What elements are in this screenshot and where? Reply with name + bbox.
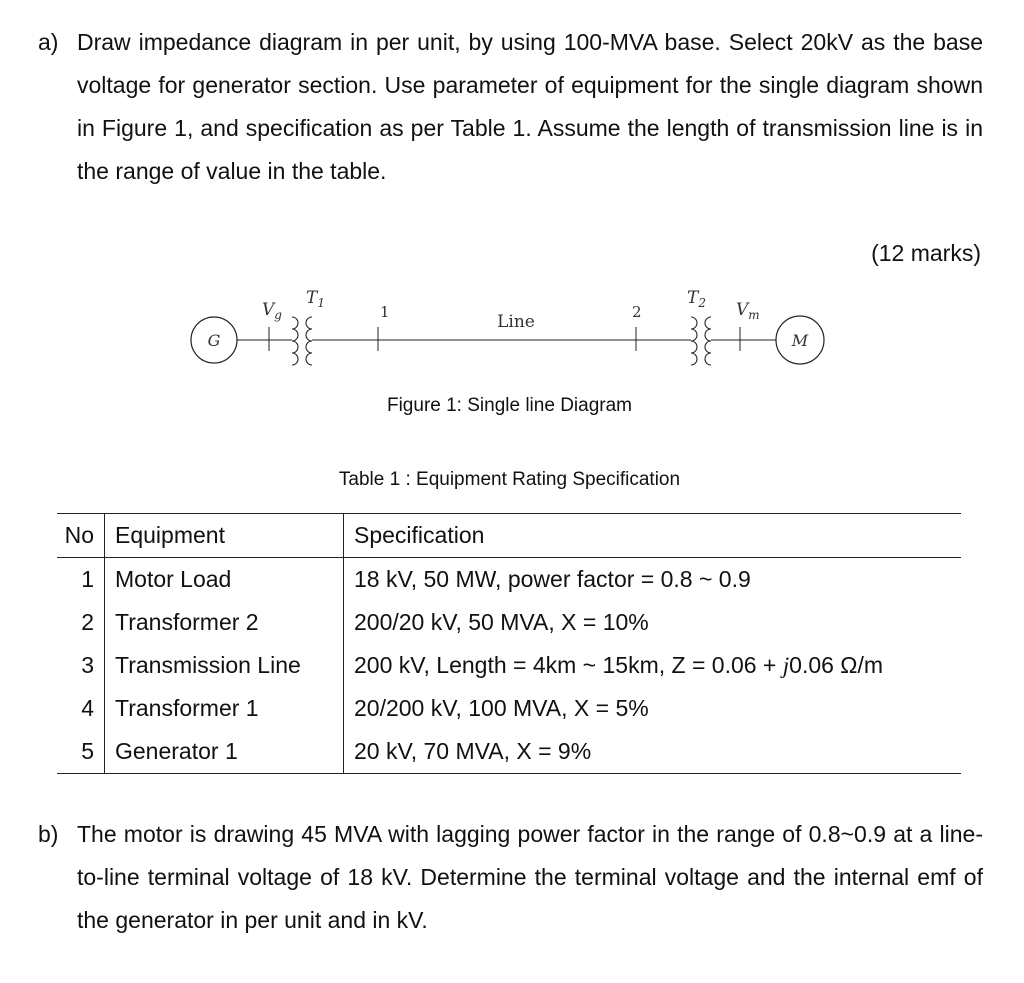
t2-primary-coil [691, 317, 697, 365]
cell-equipment: Generator 1 [105, 730, 344, 774]
cell-specification: 20/200 kV, 100 MVA, X = 5% [354, 695, 649, 721]
table-row [57, 687, 961, 730]
question-b-text: The motor is drawing 45 MVA with lagging power factor in the range of 0.8~0.9 at a line-to-line terminal voltage of 18 kV. Determine the terminal voltage and the internal emf of the generator in per unit and in kV. [77, 821, 983, 933]
cell-equipment: Transformer 1 [105, 687, 344, 730]
cell-specification [344, 644, 962, 687]
cell-no: 2 [57, 601, 105, 644]
figure-caption: Figure 1: Single line Diagram [386, 395, 632, 416]
table-row [57, 558, 961, 602]
single-line-diagram [180, 275, 840, 385]
table-row [57, 730, 961, 774]
generator-label: G [207, 331, 221, 350]
vg-label: $V_g$ [262, 300, 282, 322]
question-b-label: b) [38, 821, 59, 847]
cell-equipment: Transformer 2 [105, 601, 344, 644]
table-caption: Table 1 : Equipment Rating Specification [338, 469, 681, 490]
header-no: No [57, 514, 105, 558]
cell-equipment: Motor Load [105, 558, 344, 602]
question-a-text: Draw impedance diagram in per unit, by using 100-MVA base. Select 20kV as the base voltage for generator section. Use parameter of equipment for the single diagram shown in Figure 1, and specification as per Table 1. Assume the length of transmission line is in the range of value in the table. [77, 29, 983, 184]
t1-label: $T_1$ [306, 288, 325, 310]
t1-secondary-coil [306, 317, 312, 365]
cell-no: 5 [57, 730, 105, 774]
t2-label: $T_2$ [687, 288, 706, 310]
question-b [38, 813, 983, 942]
header-specification: Specification [344, 514, 962, 558]
bus2-label: 2 [632, 303, 642, 321]
spec-j-operator: j [782, 653, 790, 678]
header-equipment: Equipment [105, 514, 344, 558]
bus1-label: 1 [380, 303, 390, 321]
vm-label: $V_m$ [736, 300, 760, 322]
equipment-rating-table [57, 513, 961, 774]
cell-specification: 20 kV, 70 MVA, X = 9% [344, 730, 962, 774]
cell-equipment: Transmission Line [105, 644, 344, 687]
line-label: Line [497, 312, 535, 332]
cell-no: 1 [57, 558, 105, 602]
cell-no: 3 [57, 644, 105, 687]
cell-no: 4 [57, 687, 105, 730]
table-row [57, 601, 961, 644]
cell-specification: 18 kV, 50 MW, power factor = 0.8 ~ 0.9 [354, 566, 751, 592]
marks-label: (12 marks) [871, 240, 981, 266]
cell-specification: 200/20 kV, 50 MVA, X = 10% [354, 609, 649, 635]
motor-label: M [791, 331, 809, 350]
spec-text-part: 200 kV, Length = 4km ~ 15km, Z = 0.06 + [354, 652, 783, 678]
question-a [38, 21, 983, 193]
spec-text-part: 0.06 Ω/m [789, 652, 884, 678]
t1-primary-coil [292, 317, 298, 365]
question-a-label: a) [38, 29, 59, 55]
table-row [57, 644, 961, 687]
t2-secondary-coil [705, 317, 711, 365]
table-header-row [57, 514, 961, 558]
